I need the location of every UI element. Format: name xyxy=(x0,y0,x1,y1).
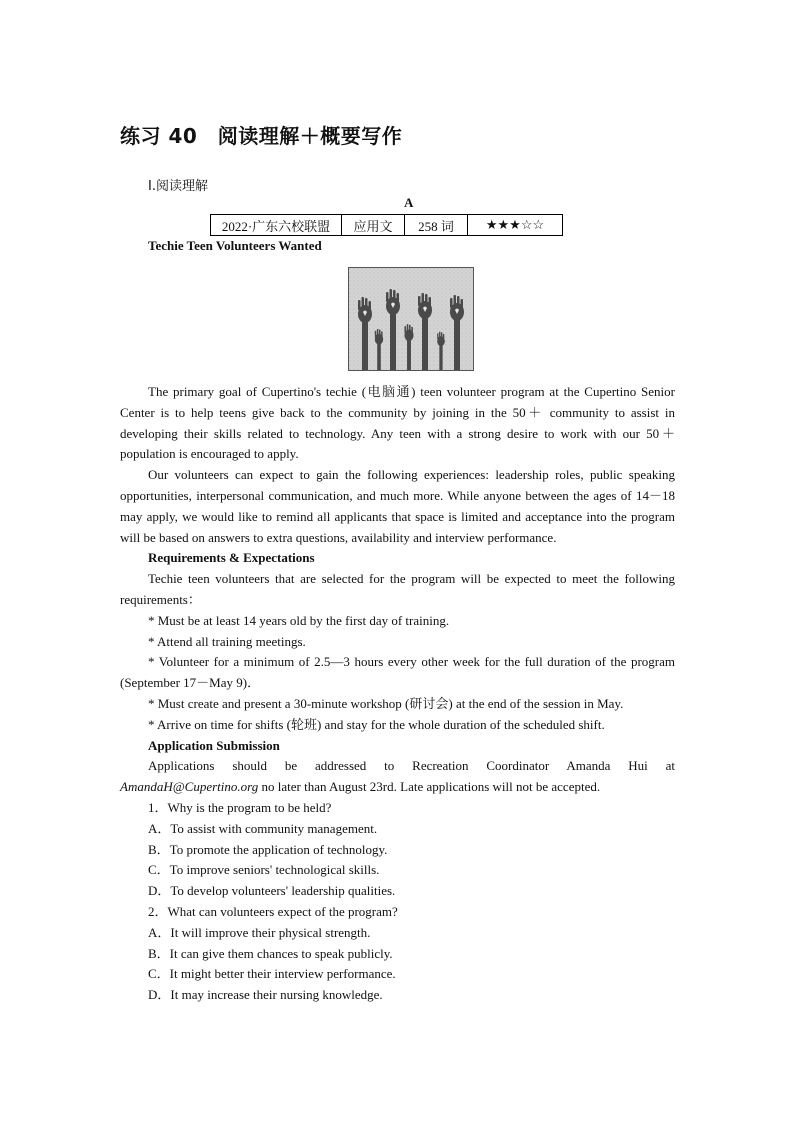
difficulty-stars: ★★★☆☆ xyxy=(468,215,563,236)
requirement-item: * Must be at least 14 years old by the first day of training. xyxy=(148,612,450,628)
passage-body xyxy=(120,382,675,1006)
paragraph-4-tail: no later than August 23rd. Late applications will not be accepted. xyxy=(258,779,601,795)
paragraph-4 xyxy=(120,756,675,798)
raised-hands-illustration xyxy=(348,267,474,371)
question-2-stem: 2．What can volunteers expect of the program? xyxy=(148,903,398,919)
question-1-option-a: A．To assist with community management. xyxy=(148,820,378,836)
paragraph-3: Techie teen volunteers that are selected for the program will be expected to meet the following requirements： xyxy=(120,571,675,607)
question-1-stem: 1．Why is the program to be held? xyxy=(148,799,332,815)
section-label: Ⅰ.阅读理解 xyxy=(148,179,208,194)
requirement-item: * Volunteer for a minimum of 2.5—3 hours every other week for the full duration of the program (September 17－May 9)． xyxy=(120,654,675,691)
passage-letter: A xyxy=(404,195,414,210)
genre-cell: 应用文 xyxy=(342,215,405,236)
passage-info-row xyxy=(211,215,563,236)
passage-info-table xyxy=(210,214,563,236)
word-count-cell: 258 词 xyxy=(405,215,468,236)
paragraph-4-lead: Applications should be addressed to Recreation Coordinator Amanda Hui at xyxy=(148,758,675,774)
source-cell: 2022·广东六校联盟 xyxy=(211,215,342,236)
requirement-item: * Arrive on time for shifts (轮班) and stay for the whole duration of the scheduled shift. xyxy=(148,716,605,732)
page-title: 练习 40 阅读理解＋概要写作 xyxy=(120,124,403,148)
requirements-heading: Requirements & Expectations xyxy=(148,550,315,566)
question-2-option-d: D．It may increase their nursing knowledge. xyxy=(148,987,383,1003)
passage-title: Techie Teen Volunteers Wanted xyxy=(148,238,322,253)
requirement-item: * Must create and present a 30-minute workshop (研讨会) at the end of the session in May. xyxy=(148,695,624,711)
question-1-option-b: B．To promote the application of technology. xyxy=(148,841,388,857)
application-heading: Application Submission xyxy=(148,737,280,753)
paragraph-1: The primary goal of Cupertino's techie (电脑通) teen volunteer program at the Cupertino Senior Center is to help teens give back to the community by joining in the 50＋ community to assist in developing their skills related to technology. Any teen with a strong desire to work with our 50＋ population is encouraged to apply. xyxy=(120,384,675,462)
question-2-option-c: C．It might better their interview performance. xyxy=(148,966,396,982)
question-2-option-a: A．It will improve their physical strength. xyxy=(148,924,371,940)
question-1-option-d: D．To develop volunteers' leadership qualities. xyxy=(148,883,396,899)
contact-email: AmandaH@Cupertino.org xyxy=(120,779,259,795)
requirement-item: * Attend all training meetings. xyxy=(148,633,306,649)
question-2-option-b: B．It can give them chances to speak publicly. xyxy=(148,945,393,961)
question-1-option-c: C．To improve seniors' technological skills. xyxy=(148,862,380,878)
paragraph-2: Our volunteers can expect to gain the following experiences: leadership roles, public speaking opportunities, interpersonal communication, and much more. While anyone between the ages of 14－18 may apply, we would like to remind all applicants that space is limited and acceptance into the program will be based on answers to extra questions, availability and interview performance. xyxy=(120,467,675,545)
